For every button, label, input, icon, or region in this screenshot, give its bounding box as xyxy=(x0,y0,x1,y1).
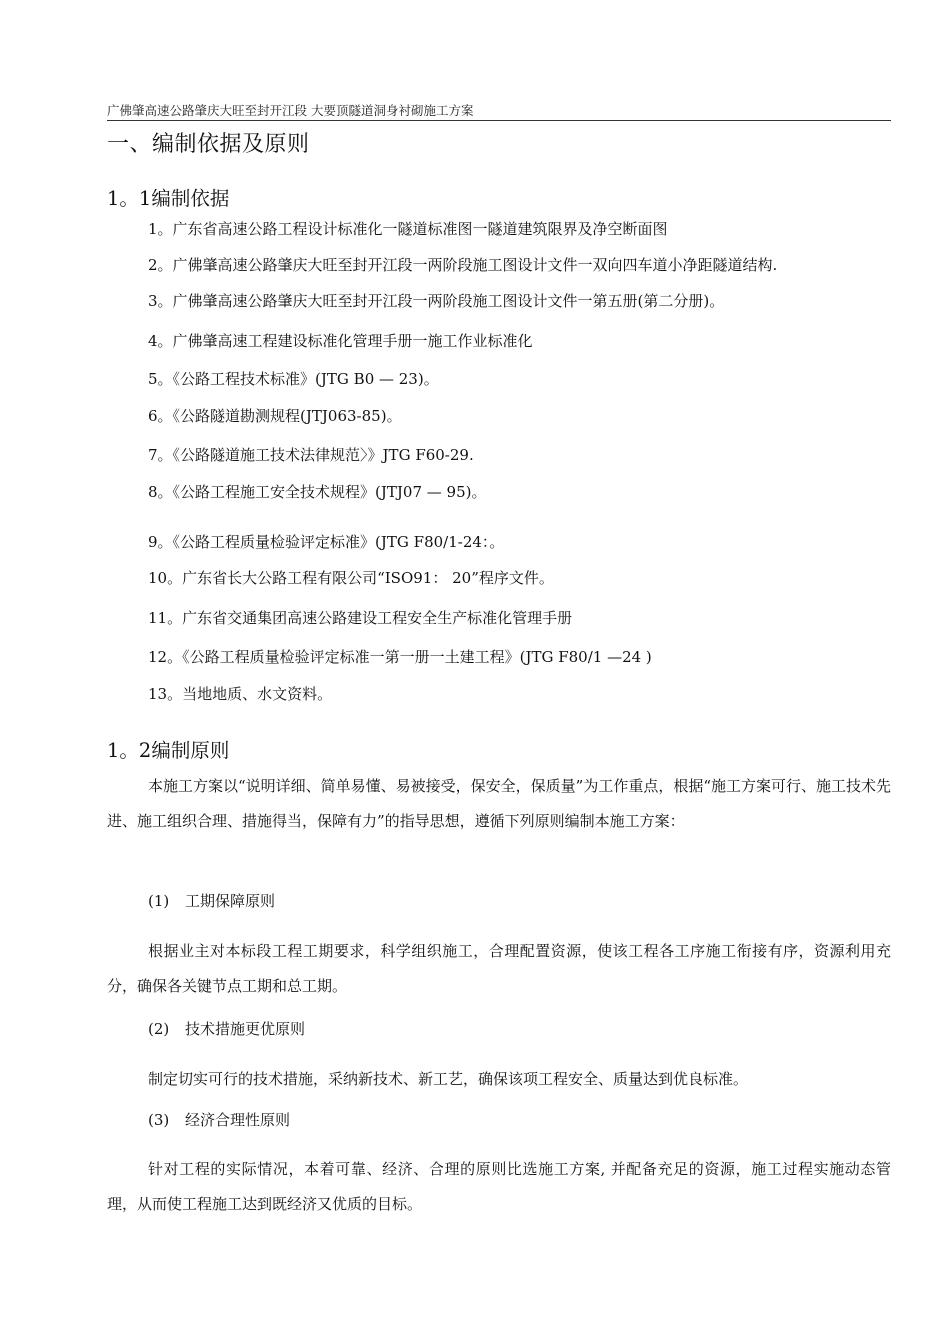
reference-item: 13。当地地质、水文资料。 xyxy=(148,685,333,703)
reference-item: 2。广佛肇高速公路肇庆大旺至封开江段一两阶段施工图设计文件一双向四车道小净距隧道结构. xyxy=(148,256,778,274)
principle-heading-2 xyxy=(148,1018,305,1040)
principle-heading-3 xyxy=(148,1109,290,1131)
reference-item: 5。《公路工程技术标准》(JTG B0 — 23)。 xyxy=(148,370,439,388)
intro-paragraph: 本施工方案以“说明详细、简单易懂、易被接受，保安全，保质量”为工作重点，根据“施工方案可行、施工技术先进、施工组织合理、措施得当，保障有力”的指导思想，遵循下列原则编制本施工方案： xyxy=(107,777,892,830)
section-heading-1: 一、编制依据及原则 xyxy=(107,132,310,157)
section-heading-1-1: 1。1编制依据 xyxy=(107,187,230,210)
principle-number: (3) xyxy=(148,1111,170,1129)
principle-paragraph-2: 制定切实可行的技术措施，采纳新技术、新工艺，确保该项工程安全、质量达到优良标准。 xyxy=(148,1070,749,1088)
reference-item: 10。广东省长大公路工程有限公司“ISO91： 20”程序文件。 xyxy=(148,569,554,587)
section-heading-1-2: 1。2编制原则 xyxy=(107,739,230,762)
principle-paragraph-1: 根据业主对本标段工程工期要求，科学组织施工，合理配置资源，使该工程各工序施工衔接有序，资源利用充分，确保各关键节点工期和总工期。 xyxy=(107,942,891,995)
reference-item: 11。广东省交通集团高速公路建设工程安全生产标准化管理手册 xyxy=(148,609,573,627)
reference-item: 12。《公路工程质量检验评定标准一第一册一土建工程》(JTG F80/1 —24 ) xyxy=(148,648,652,666)
reference-item: 4。广佛肇高速工程建设标准化管理手册一施工作业标准化 xyxy=(148,332,533,350)
principle-heading-1 xyxy=(148,890,275,912)
reference-item: 1。广东省高速公路工程设计标准化一隧道标准图一隧道建筑限界及净空断面图 xyxy=(148,220,668,238)
reference-item: 7。《公路隧道施工技术法律规范〉》JTG F60-29. xyxy=(148,446,474,464)
reference-item: 8。《公路工程施工安全技术规程》(JTJ07 — 95)。 xyxy=(148,483,487,501)
reference-item: 3。广佛肇高速公路肇庆大旺至封开江段一两阶段施工图设计文件一第五册(第二分册)。 xyxy=(148,292,725,310)
principle-number: (2) xyxy=(148,1020,170,1038)
principle-paragraph-3: 针对工程的实际情况，本着可靠、经济、合理的原则比选施工方案, 并配备充足的资源，施工过程实施动态管理，从而使工程施工达到既经济又优质的目标。 xyxy=(107,1160,891,1213)
reference-item: 6。《公路隧道勘测规程(JTJ063-85)。 xyxy=(148,407,402,425)
reference-item: 9。《公路工程质量检验评定标准》(JTG F80/1-24：。 xyxy=(148,533,505,551)
principle-title: 技术措施更优原则 xyxy=(185,1020,306,1038)
principle-title: 经济合理性原则 xyxy=(185,1111,291,1129)
principle-title: 工期保障原则 xyxy=(185,892,276,910)
running-header: 广佛肇高速公路肇庆大旺至封开江段 大要顶隧道洞身衬砌施工方案 xyxy=(107,103,891,121)
principle-number: (1) xyxy=(148,892,170,910)
